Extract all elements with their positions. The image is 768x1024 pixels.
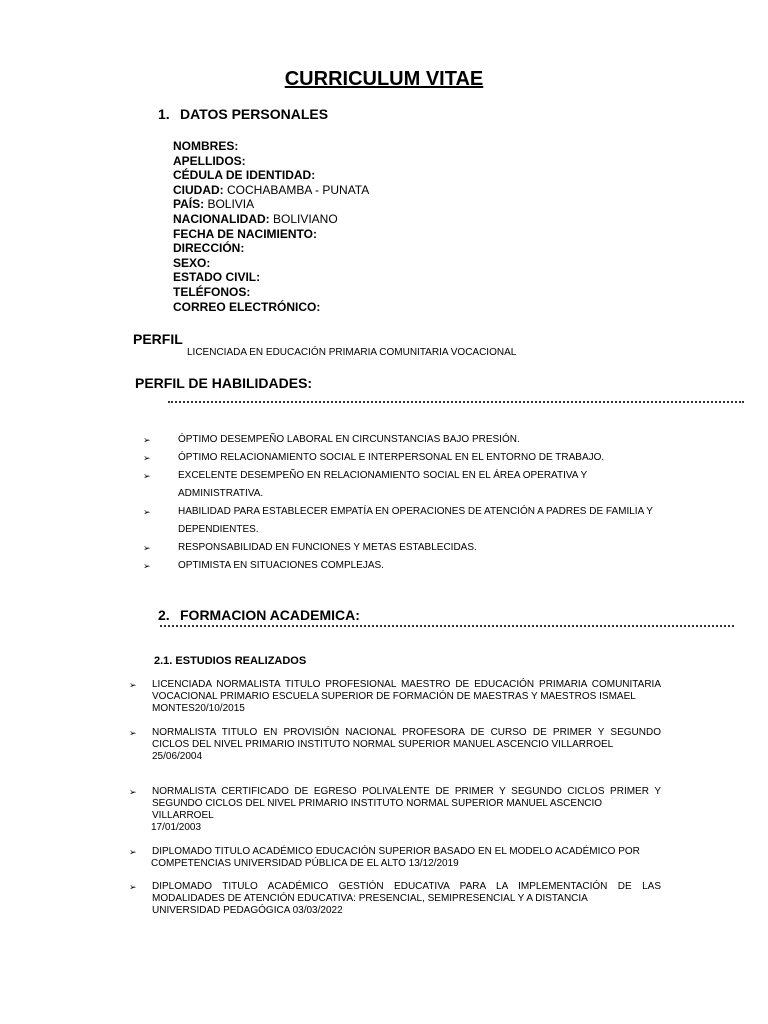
section-1-title: DATOS PERSONALES [180, 106, 329, 122]
field-nacionalidad: NACIONALIDAD: BOLIVIANO [173, 211, 338, 226]
bullet-arrow-icon: ➢ [143, 471, 151, 481]
field-correo: CORREO ELECTRÓNICO: [173, 299, 321, 314]
study-item: LICENCIADA NORMALISTA TITULO PROFESIONAL MAESTRO DE EDUCACIÓN PRIMARIA COMUNITARIA VOCACIONAL PRIMARIO ESCUELA SUPERIOR DE FORMACIÓN DE MAESTRAS Y MAESTROS ISMAEL MONTES20/10/2015 [152, 679, 661, 714]
study-item: NORMALISTA CERTIFICADO DE EGRESO POLIVALENTE DE PRIMER Y SEGUNDO CICLOS PRIMER Y SEGUNDO CICLOS DEL NIVEL PRIMARIO INSTITUTO NORMAL SUPERIOR MANUEL ASCENCIO VILLARROEL 17/01/2003 [151, 786, 661, 833]
field-ciudad: CIUDAD: COCHABAMBA - PUNATA [173, 182, 370, 197]
study-item: NORMALISTA TITULO EN PROVISIÓN NACIONAL PROFESORA DE CURSO DE PRIMER Y SEGUNDO CICLOS DEL NIVEL PRIMARIO INSTITUTO NORMAL SUPERIOR MANUEL ASCENCIO VILLARROEL 25/06/2004 [152, 727, 661, 762]
bullet-arrow-icon: ➢ [143, 543, 151, 553]
skill-item: OPTIMISTA EN SITUACIONES COMPLEJAS. [178, 560, 384, 571]
personal-data-list [173, 139, 369, 314]
field-cedula: CÉDULA DE IDENTIDAD: [173, 168, 316, 183]
study-item: DIPLOMADO TITULO ACADÉMICO EDUCACIÓN SUPERIOR BASADO EN EL MODELO ACADÉMICO POR COMPETENCIAS UNIVERSIDAD PÚBLICA DE EL ALTO 13/12/2019 [151, 846, 640, 869]
estudios-subheading: 2.1. ESTUDIOS REALIZADOS [154, 655, 307, 667]
section-2-title: FORMACION ACADEMICA: [180, 607, 360, 623]
bullet-arrow-icon: ➢ [143, 507, 151, 517]
habilidades-heading: PERFIL DE HABILIDADES: [135, 375, 313, 391]
field-estado-civil: ESTADO CIVIL: [173, 270, 261, 285]
skill-item: RESPONSABILIDAD EN FUNCIONES Y METAS ESTABLECIDAS. [178, 542, 477, 553]
document-title: CURRICULUM VITAE [284, 68, 484, 90]
section-1-heading [158, 106, 328, 122]
field-pais: PAÍS: BOLIVIA [173, 197, 255, 212]
field-telefonos: TELÉFONOS: [173, 284, 251, 299]
field-fecha-nacimiento: FECHA DE NACIMIENTO: [173, 226, 317, 241]
field-sexo: SEXO: [173, 255, 211, 270]
section-2-number: 2. [158, 607, 170, 623]
bullet-arrow-icon: ➢ [129, 882, 137, 892]
skill-item: EXCELENTE DESEMPEÑO EN RELACIONAMIENTO SOCIAL EN EL ÁREA OPERATIVA Y ADMINISTRATIVA. [178, 470, 588, 499]
skill-item: ÓPTIMO DESEMPEÑO LABORAL EN CIRCUNSTANCIAS BAJO PRESIÓN. [178, 434, 520, 445]
study-item: DIPLOMADO TITULO ACADÉMICO GESTIÓN EDUCATIVA PARA LA IMPLEMENTACIÓN DE LAS MODALIDADES DE ATENCIÓN EDUCATIVA: PRESENCIAL, SEMIPRESENCIAL Y A DISTANCIA UNIVERSIDAD PEDAGÓGICA 03/03/2022 [152, 881, 661, 916]
bullet-arrow-icon: ➢ [129, 728, 137, 738]
field-direccion: DIRECCIÓN: [173, 241, 245, 256]
section-2-heading [158, 607, 360, 623]
dotted-divider [168, 401, 744, 403]
bullet-arrow-icon: ➢ [143, 435, 151, 445]
perfil-text: LICENCIADA EN EDUCACIÓN PRIMARIA COMUNITARIA VOCACIONAL [187, 347, 517, 358]
section-1-number: 1. [158, 106, 170, 122]
field-apellidos: APELLIDOS: [173, 153, 246, 168]
perfil-heading: PERFIL [133, 331, 183, 347]
field-nombres: NOMBRES: [173, 139, 239, 153]
bullet-arrow-icon: ➢ [143, 561, 151, 571]
bullet-arrow-icon: ➢ [129, 680, 137, 690]
bullet-arrow-icon: ➢ [129, 787, 137, 797]
bullet-arrow-icon: ➢ [143, 453, 151, 463]
bullet-arrow-icon: ➢ [129, 847, 137, 857]
skill-item: ÓPTIMO RELACIONAMIENTO SOCIAL E INTERPERSONAL EN EL ENTORNO DE TRABAJO. [178, 452, 605, 463]
dotted-divider [160, 625, 734, 627]
skill-item: HABILIDAD PARA ESTABLECER EMPATÍA EN OPERACIONES DE ATENCIÓN A PADRES DE FAMILIA Y DEPENDIENTES. [178, 506, 653, 535]
